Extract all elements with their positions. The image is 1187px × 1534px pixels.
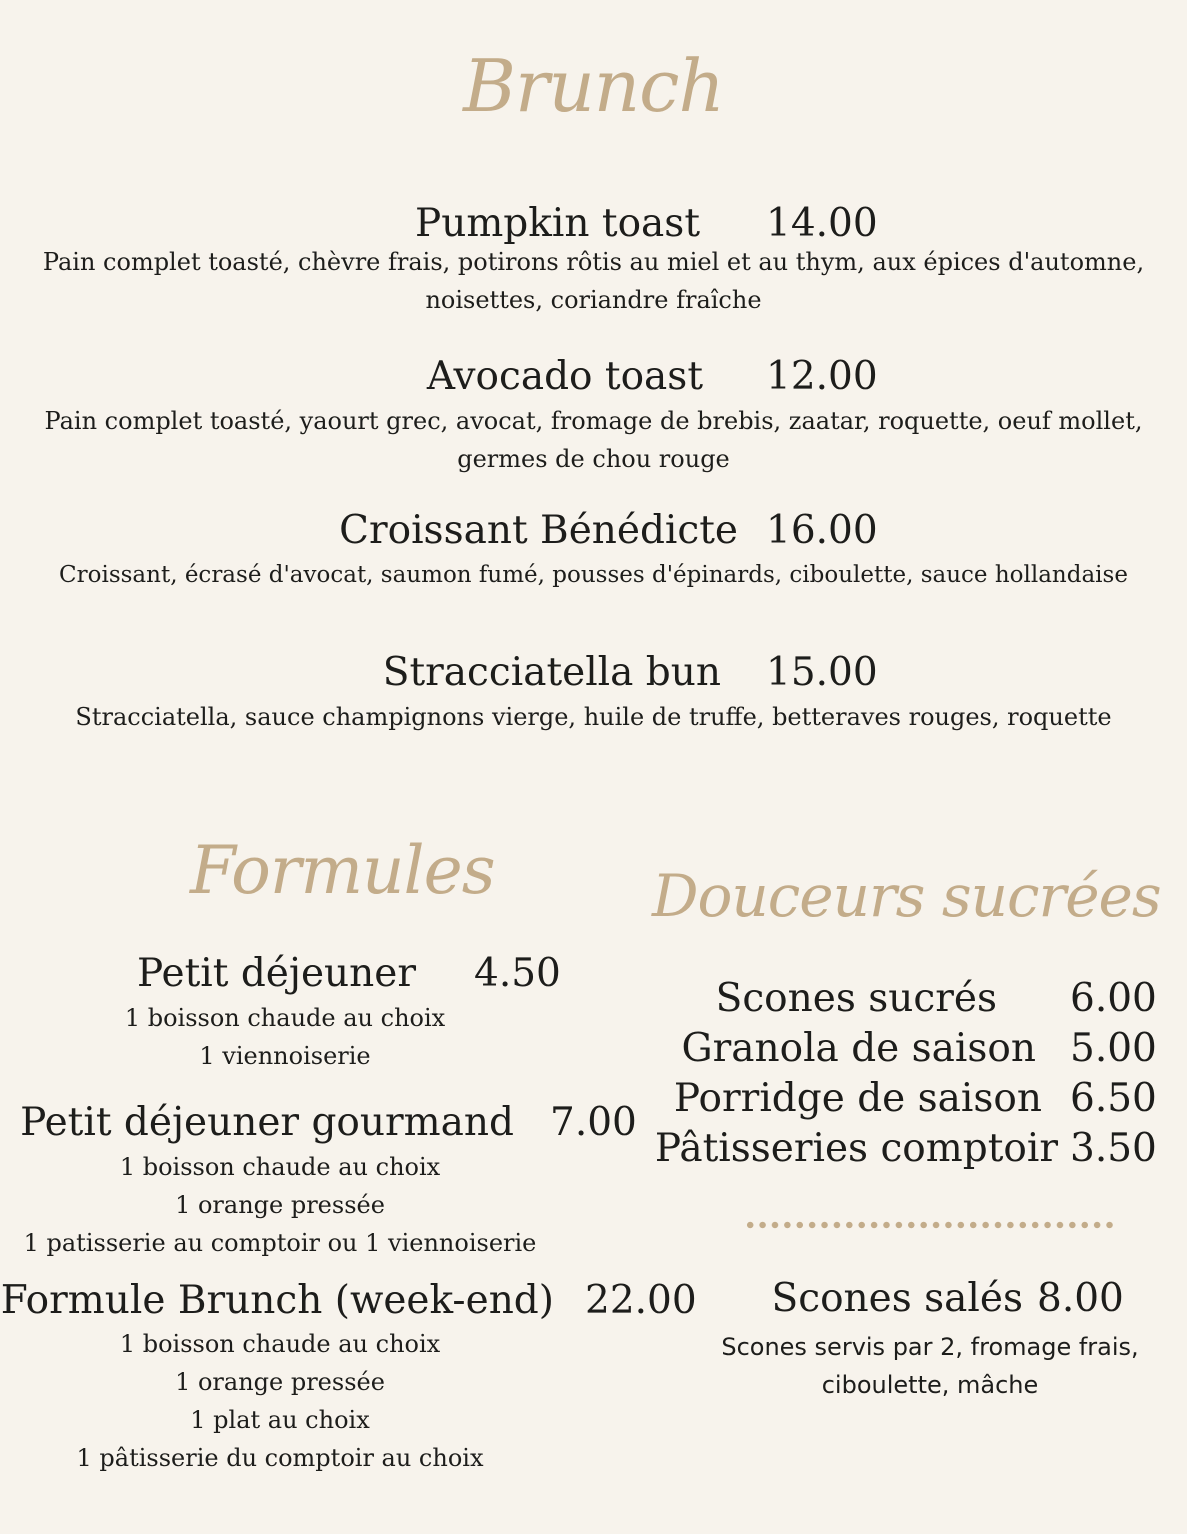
item-price: 6.00 — [1070, 976, 1157, 1021]
item-description: Stracciatella, sauce champignons vierge, huile de truffe, betteraves rouges, roquette — [75, 703, 1112, 731]
item-price: 12.00 — [766, 354, 878, 399]
item-description: 1 patisserie au comptoir ou 1 viennoiserie — [23, 1229, 537, 1257]
item-description: Scones servis par 2, fromage frais, — [721, 1333, 1139, 1361]
item-price: 6.50 — [1070, 1076, 1157, 1121]
item-description: noisettes, coriandre fraîche — [425, 286, 762, 314]
item-name: Pumpkin toast — [414, 201, 700, 246]
item-description: 1 pâtisserie du comptoir au choix — [76, 1444, 484, 1472]
item-description: Croissant, écrasé d'avocat, saumon fumé, pousses d'épinards, ciboulette, sauce hollandaise — [59, 562, 1128, 588]
item-price: 8.00 — [1037, 1276, 1124, 1321]
item-price: 16.00 — [766, 508, 878, 553]
item-description: ciboulette, mâche — [821, 1371, 1039, 1399]
item-description: 1 boisson chaude au choix — [124, 1004, 446, 1032]
item-price: 22.00 — [585, 1278, 697, 1323]
item-description: 1 boisson chaude au choix — [119, 1153, 441, 1181]
item-name: Croissant Bénédicte — [339, 508, 738, 553]
item-name: Granola de saison — [681, 1026, 1036, 1071]
section-title-brunch: Brunch — [463, 44, 724, 128]
item-name: Stracciatella bun — [382, 650, 721, 695]
item-name: Avocado toast — [426, 354, 703, 399]
item-price: 4.50 — [474, 951, 561, 996]
item-description: 1 orange pressée — [175, 1191, 385, 1219]
item-name: Petit déjeuner gourmand — [20, 1100, 514, 1145]
dotted-divider — [744, 1220, 1116, 1230]
item-name: Scones salés — [771, 1276, 1023, 1321]
item-price: 3.50 — [1070, 1126, 1157, 1171]
section-title-formules: Formules — [190, 832, 495, 909]
item-description: Pain complet toasté, chèvre frais, potirons rôtis au miel et au thym, aux épices d'automne, — [42, 248, 1145, 276]
item-name: Petit déjeuner — [137, 951, 416, 996]
item-name: Formule Brunch (week-end) — [0, 1278, 554, 1323]
item-description: 1 orange pressée — [175, 1368, 385, 1396]
item-name: Porridge de saison — [673, 1076, 1042, 1121]
item-description: 1 viennoiserie — [199, 1042, 371, 1070]
item-description: germes de chou rouge — [457, 445, 730, 473]
item-price: 15.00 — [766, 650, 878, 695]
item-description: Pain complet toasté, yaourt grec, avocat, fromage de brebis, zaatar, roquette, oeuf mollet, — [44, 407, 1143, 435]
section-title-douceurs: Douceurs sucrées — [652, 862, 1161, 930]
item-description: 1 boisson chaude au choix — [119, 1330, 441, 1358]
item-price: 5.00 — [1070, 1026, 1157, 1071]
item-price: 7.00 — [550, 1100, 637, 1145]
item-name: Pâtisseries comptoir — [654, 1126, 1058, 1171]
item-price: 14.00 — [766, 201, 878, 246]
item-description: 1 plat au choix — [190, 1406, 370, 1434]
item-name: Scones sucrés — [715, 976, 997, 1021]
